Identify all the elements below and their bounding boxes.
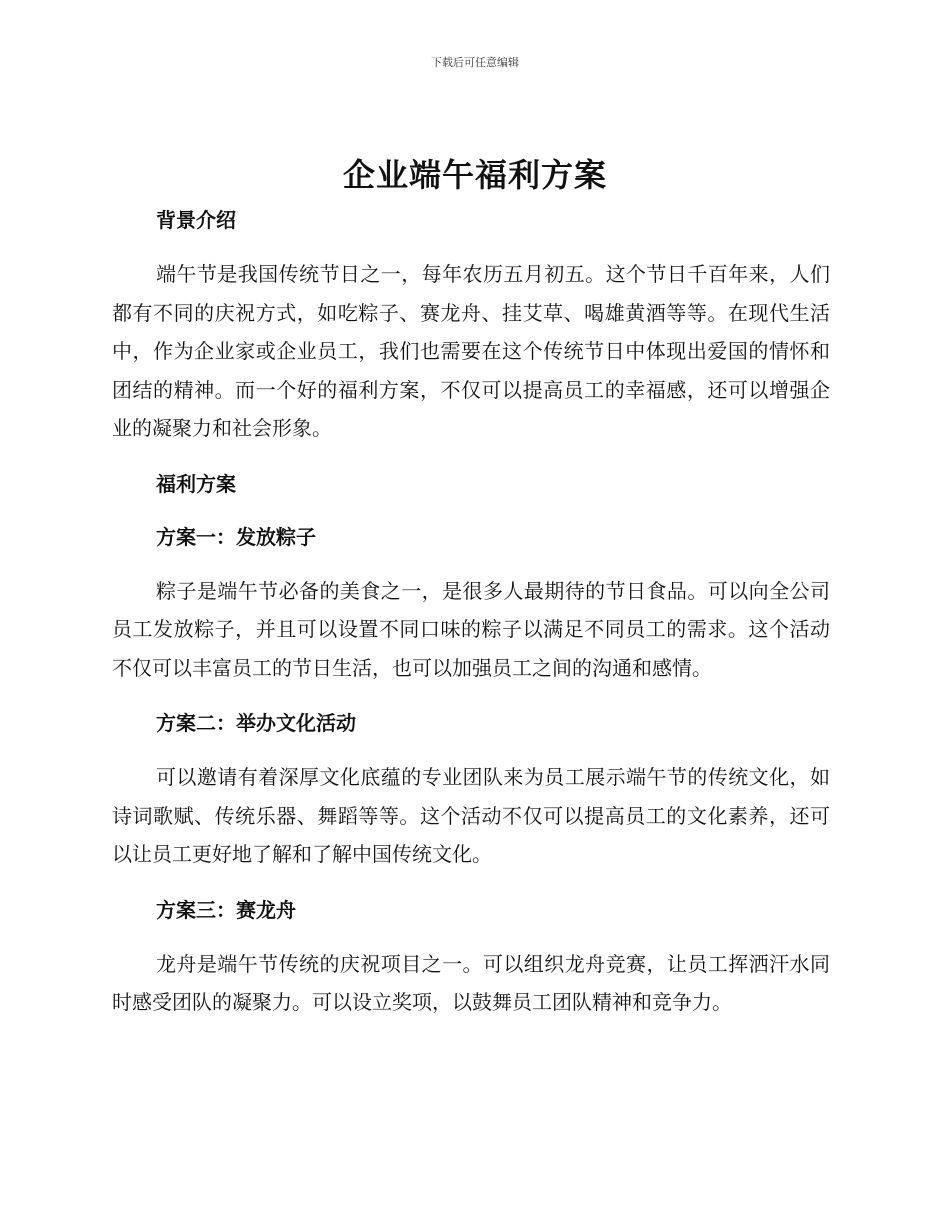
section-heading-background: 背景介绍 (156, 208, 236, 232)
section-heading-plan3: 方案三：赛龙舟 (156, 897, 296, 922)
paragraph-background: 端午节是我国传统节日之一，每年农历五月初五。这个节日千百年来，人们都有不同的庆祝方式，如吃粽子、赛龙舟、挂艾草、喝雄黄酒等等。在现代生活中，作为企业家或企业员工，我们也需要在这个传统节日中体现出爱国的情怀和团结的精神。而一个好的福利方案，不仅可以提高员工的幸福感，还可以增强企业的凝聚力和社会形象。 (112, 262, 830, 440)
paragraph-plan2: 可以邀请有着深厚文化底蕴的专业团队来为员工展示端午节的传统文化，如诗词歌赋、传统乐器、舞蹈等等。这个活动不仅可以提高员工的文化素养，还可以让员工更好地了解和了解中国传统文化。 (112, 765, 830, 866)
section-heading-welfare: 福利方案 (156, 471, 236, 496)
document-body (112, 204, 830, 1022)
section-heading-plan1: 方案一：发放粽子 (156, 524, 316, 549)
paragraph-plan1: 粽子是端午节必备的美食之一，是很多人最期待的节日食品。可以向全公司员工发放粽子，并且可以设置不同口味的粽子以满足不同员工的需求。这个活动不仅可以丰富员工的节日生活，也可以加强员工之间的沟通和感情。 (112, 578, 830, 680)
page-title: 企业端午福利方案 (342, 156, 607, 194)
section-heading-plan2: 方案二：举办文化活动 (156, 711, 356, 735)
paragraph-plan3: 龙舟是端午节传统的庆祝项目之一。可以组织龙舟竞赛，让员工挥洒汗水同时感受团队的凝聚力。可以设立奖项，以鼓舞员工团队精神和竞争力。 (112, 951, 830, 1014)
header-note: 下载后可任意编辑 (431, 56, 519, 69)
